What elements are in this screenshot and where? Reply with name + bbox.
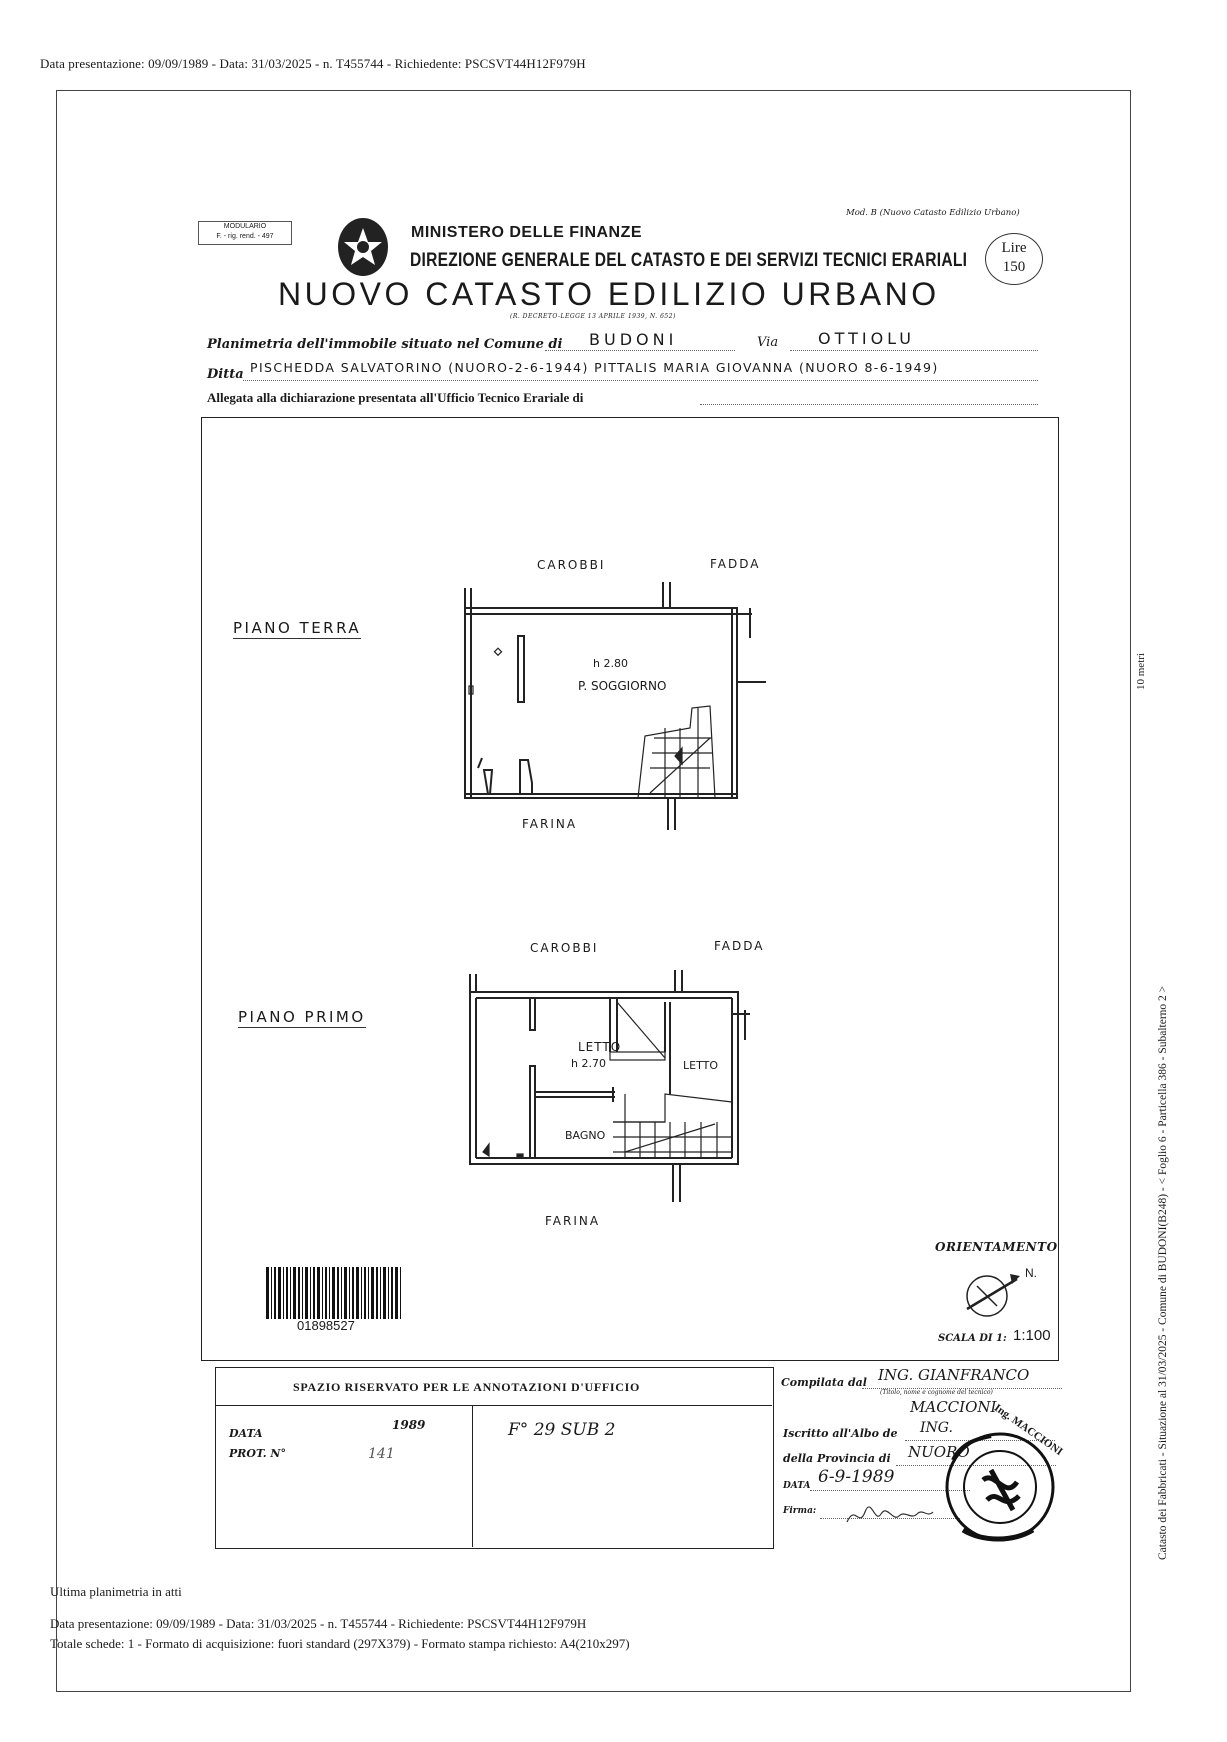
office-data-label: DATA bbox=[229, 1427, 263, 1440]
ditta-underline bbox=[243, 380, 1038, 381]
engineer-stamp-image bbox=[943, 1430, 1058, 1545]
orientamento-label: ORIENTAMENTO bbox=[935, 1240, 1058, 1254]
signature-image bbox=[845, 1500, 935, 1530]
via-label: Via bbox=[757, 335, 779, 350]
compilata-name: ING. GIANFRANCO bbox=[878, 1366, 1030, 1384]
scala-value: 1:100 bbox=[1013, 1327, 1051, 1344]
side-scale-label: 10 metri bbox=[1135, 653, 1147, 690]
primo-height: h 2.70 bbox=[571, 1057, 606, 1070]
primo-room-letto-2: LETTO bbox=[683, 1059, 718, 1072]
via-value: OTTIOLU bbox=[818, 329, 915, 348]
office-data-value: 1989 bbox=[392, 1418, 426, 1432]
comune-value: BUDONI bbox=[589, 330, 678, 349]
primo-south-neighbor: FARINA bbox=[545, 1214, 601, 1228]
compilata-data-label: DATA bbox=[783, 1481, 811, 1491]
primo-room-letto-1: LETTO bbox=[578, 1040, 622, 1054]
provincia-label: della Provincia di bbox=[783, 1452, 891, 1465]
compilata-label: Compilata dal bbox=[781, 1376, 867, 1389]
italian-emblem-icon bbox=[333, 214, 393, 280]
comune-underline bbox=[545, 350, 735, 351]
footer-line-3: Totale schede: 1 - Formato di acquisizione: fuori standard (297X379) - Formato stampa richiesto: A4(210x297) bbox=[50, 1636, 630, 1651]
allegata-label: Allegata alla dichiarazione presentata all'Ufficio Tecnico Erariale di bbox=[207, 390, 584, 405]
terra-south-neighbor: FARINA bbox=[522, 817, 578, 831]
office-prot-value: 141 bbox=[368, 1446, 395, 1462]
north-letter: N. bbox=[1025, 1266, 1037, 1280]
barcode-image bbox=[266, 1267, 406, 1319]
via-underline bbox=[790, 350, 1038, 351]
office-foglio: F° 29 SUB 2 bbox=[508, 1420, 616, 1440]
ditta-value: PISCHEDDA SALVATORINO (NUORO-2-6-1944) PITTALIS MARIA GIOVANNA (NUORO 8-6-1949) bbox=[250, 360, 939, 375]
compilata-surname: MACCIONI bbox=[910, 1398, 997, 1416]
planimetria-label: Planimetria dell'immobile situato nel Comune di bbox=[207, 337, 563, 352]
drawing-area bbox=[201, 417, 1059, 1361]
albo-value: ING. bbox=[920, 1420, 953, 1436]
allegata-underline bbox=[700, 404, 1038, 405]
albo-label: Iscritto all'Albo de bbox=[783, 1427, 898, 1440]
lire-label: Lire bbox=[1001, 240, 1027, 256]
terra-northeast-neighbor: FADDA bbox=[710, 557, 761, 571]
office-box-column bbox=[472, 1405, 473, 1547]
firma-label: Firma: bbox=[783, 1506, 817, 1516]
direzione-title: DIREZIONE GENERALE DEL CATASTO E DEI SERVIZI TECNICI ERARIALI bbox=[410, 250, 968, 271]
stamp-text: Ing. MACCIONI bbox=[991, 1401, 1065, 1459]
north-arrow-icon bbox=[962, 1264, 1022, 1324]
lire-stamp bbox=[985, 233, 1043, 285]
mod-b-label: Mod. B (Nuovo Catasto Edilizio Urbano) bbox=[846, 208, 1020, 218]
office-title: SPAZIO RISERVATO PER LE ANNOTAZIONI D'UFFICIO bbox=[293, 1380, 641, 1394]
barcode-number: 01898527 bbox=[297, 1318, 355, 1333]
piano-primo-title: PIANO PRIMO bbox=[238, 1008, 366, 1026]
compilata-sub: (Titolo, nome e cognome del tecnico) bbox=[880, 1389, 993, 1396]
primo-north-neighbor: CAROBBI bbox=[530, 941, 599, 955]
terra-room-soggiorno: P. SOGGIORNO bbox=[578, 679, 667, 693]
modulario-label: MODULARIO bbox=[223, 223, 267, 230]
terra-north-neighbor: CAROBBI bbox=[537, 558, 606, 572]
compilata-data-value: 6-9-1989 bbox=[818, 1467, 895, 1487]
terra-height: h 2.80 bbox=[593, 657, 628, 670]
lire-value: 150 bbox=[1002, 259, 1026, 275]
piano-terra-title: PIANO TERRA bbox=[233, 619, 362, 637]
footer-line-2: Data presentazione: 09/09/1989 - Data: 31/03/2025 - n. T455744 - Richiedente: PSCSVT44H12F979H bbox=[50, 1616, 587, 1631]
ditta-label: Ditta bbox=[207, 367, 244, 382]
piano-terra-plan bbox=[460, 578, 780, 838]
office-prot-label: PROT. N° bbox=[229, 1447, 286, 1460]
scala-label: SCALA DI 1: bbox=[938, 1333, 1007, 1344]
piano-primo-plan bbox=[465, 962, 765, 1207]
top-reference-line: Data presentazione: 09/09/1989 - Data: 31/03/2025 - n. T455744 - Richiedente: PSCSVT44H12F979H bbox=[40, 56, 586, 71]
ministry-title: MINISTERO DELLE FINANZE bbox=[411, 224, 643, 241]
office-box-divider bbox=[215, 1405, 772, 1406]
provincia-value: NUORO bbox=[908, 1443, 970, 1461]
modulario-code: F. - rig. rend. - 497 bbox=[216, 233, 274, 240]
primo-room-bagno: BAGNO bbox=[565, 1129, 606, 1142]
main-title: NUOVO CATASTO EDILIZIO URBANO bbox=[278, 276, 940, 312]
footer-line-1: Ultima planimetria in atti bbox=[50, 1584, 182, 1599]
primo-northeast-neighbor: FADDA bbox=[714, 939, 765, 953]
decreto-note: (R. DECRETO-LEGGE 13 APRILE 1939, N. 652) bbox=[510, 313, 676, 320]
modulario-box bbox=[198, 221, 292, 245]
side-catasto-text: Catasto dei Fabbricati - Situazione al 31/03/2025 - Comune di BUDONI(B248) - < Foglio 6 - Particella 386 - Subalterno 2 > bbox=[1157, 985, 1169, 1560]
